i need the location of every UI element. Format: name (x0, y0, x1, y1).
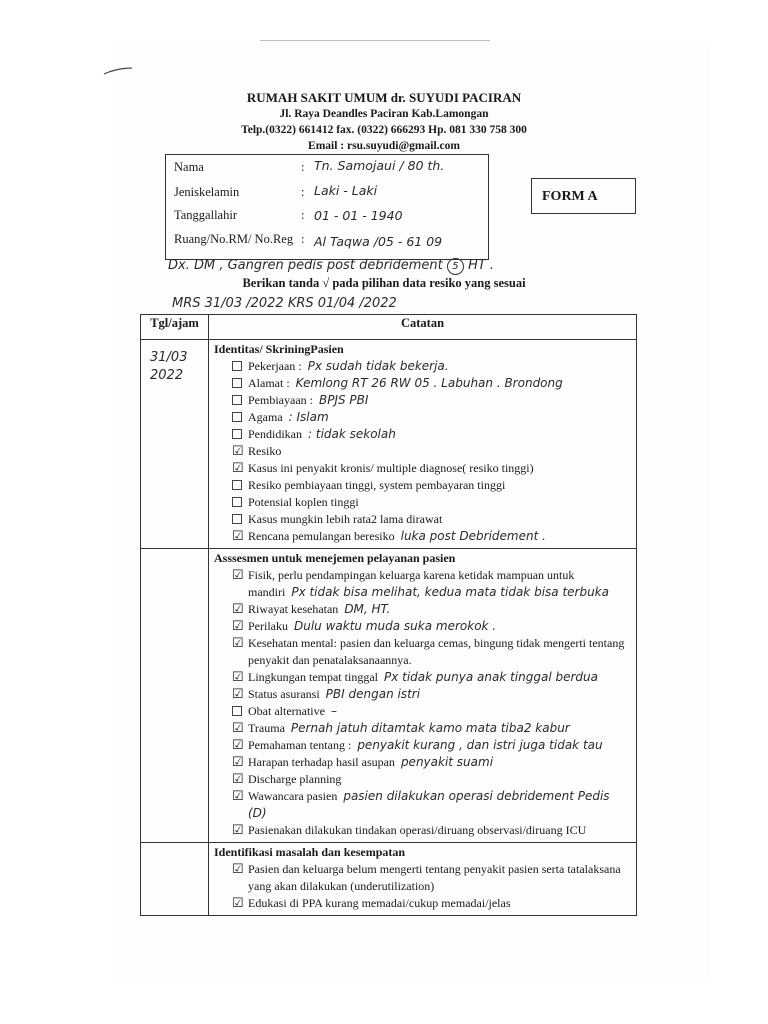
hospital-name: RUMAH SAKIT UMUM dr. SUYUDI PACIRAN (246, 90, 522, 105)
checklist-item (232, 822, 631, 839)
section-title: Identifikasi masalah dan kesempatan (214, 845, 406, 859)
checklist-item-label: Edukasi di PPA kurang memadai/cukup memadai/jelas (248, 896, 511, 910)
checklist-item-label: Discharge planning (248, 772, 342, 786)
checklist-item-label: Kasus mungkin lebih rata2 lama dirawat (248, 512, 443, 526)
checklist-item (232, 788, 631, 822)
table-row (141, 843, 637, 916)
checklist-item (232, 528, 631, 545)
instruction-text: Berikan tanda √ pada pilihan data resiko yang sesuai (242, 276, 526, 290)
checklist-item (232, 754, 631, 771)
checklist-item-label: Alamat : (248, 376, 290, 390)
checked-box-icon[interactable]: ☑ (232, 686, 244, 701)
checked-box-icon[interactable]: ☑ (232, 635, 244, 650)
checked-box-icon[interactable]: ☑ (232, 895, 244, 910)
notes-cell (209, 340, 637, 549)
checklist-item-handwritten-value: Dulu waktu muda suka merokok . (294, 619, 497, 633)
checklist-item (232, 443, 631, 460)
checklist-item (232, 409, 631, 426)
checklist (210, 861, 635, 914)
checked-box-icon[interactable]: ☑ (232, 737, 244, 752)
checklist-item-label: Perilaku (248, 619, 288, 633)
pen-mark (103, 66, 133, 76)
checklist-item-label: Pekerjaan : (248, 359, 302, 373)
checklist-item (232, 686, 631, 703)
colon: : (301, 185, 305, 199)
colon: : (301, 232, 305, 246)
column-header-notes: Catatan (209, 315, 637, 340)
checked-box-icon[interactable]: ☑ (232, 618, 244, 633)
checkbox-icon[interactable] (232, 514, 242, 524)
checklist-item-label: Wawancara pasien (248, 789, 338, 803)
checklist-item-label: Riwayat kesehatan (248, 602, 339, 616)
colon: : (301, 160, 305, 174)
field-label-tanggallahir: Tanggallahir (174, 208, 237, 222)
checklist-item-handwritten-value: BPJS PBI (318, 393, 369, 407)
checked-box-icon[interactable]: ☑ (232, 754, 244, 769)
field-value-nama: Tn. Samojaui / 80 th. (314, 158, 445, 173)
column-header-date: Tgl/ajam (141, 315, 209, 340)
checklist-item (232, 861, 631, 895)
checklist-item (232, 392, 631, 409)
form-label: FORM A (531, 178, 636, 214)
checklist-item (232, 375, 631, 392)
checklist-item (232, 494, 631, 511)
scan-edge-mark (260, 40, 490, 41)
checklist-item (232, 601, 631, 618)
checked-box-icon[interactable]: ☑ (232, 771, 244, 786)
checklist (210, 567, 635, 841)
checklist-item (232, 511, 631, 528)
checkbox-icon[interactable] (232, 378, 242, 388)
checklist-item (232, 737, 631, 754)
checklist-item-label: Trauma (248, 721, 285, 735)
checklist-item (232, 669, 631, 686)
checklist-item (232, 477, 631, 494)
table-row (141, 340, 637, 549)
date-year: 2022 (150, 368, 184, 383)
patient-identity-box (165, 154, 489, 260)
diagnosis-line (168, 258, 494, 275)
checklist-item-label: Pasien dan keluarga belum mengerti tentang penyakit pasien serta tatalaksana yang akan dilakukan (underutilization) (248, 862, 621, 893)
checkbox-icon[interactable] (232, 395, 242, 405)
checklist-item-label: Fisik, perlu pendampingan keluarga karena ketidak mampuan untuk mandiri (248, 568, 575, 599)
hospital-phone: Telp.(0322) 661412 fax. (0322) 666293 Hp. 081 330 758 300 (241, 124, 527, 136)
date-cell (141, 843, 209, 916)
checked-box-icon[interactable]: ☑ (232, 861, 244, 876)
field-value-jeniskelamin: Laki - Laki (314, 183, 378, 198)
section-title: Identitas/ SkriningPasien (214, 342, 344, 356)
checked-box-icon[interactable]: ☑ (232, 720, 244, 735)
checkbox-icon[interactable] (232, 480, 242, 490)
hospital-address: Jl. Raya Deandles Paciran Kab.Lamongan (279, 108, 489, 120)
checklist-item (232, 635, 631, 669)
date-entry (142, 341, 207, 385)
table-row (141, 549, 637, 843)
checklist-item-handwritten-value: Px tidak bisa melihat, kedua mata tidak bisa terbuka (291, 585, 609, 599)
checklist-item-handwritten-value: Pernah jatuh ditamtak kamo mata tiba2 kabur (290, 721, 570, 735)
date-cell (141, 549, 209, 843)
checklist-item-handwritten-value: pasien dilakukan operasi debridement Pedis (D) (248, 789, 610, 820)
checklist-item-label: Obat alternative (248, 704, 325, 718)
checkbox-icon[interactable] (232, 429, 242, 439)
checkbox-icon[interactable] (232, 412, 242, 422)
checklist-item (232, 771, 631, 788)
checklist-item-label: Lingkungan tempat tinggal (248, 670, 378, 684)
diagnosis-suffix: HT . (468, 258, 495, 273)
checklist-item-label: Potensial koplen tinggi (248, 495, 359, 509)
checklist-item (232, 720, 631, 737)
checklist-item-handwritten-value: Px sudah tidak bekerja. (307, 359, 449, 373)
field-label-nama: Nama (174, 160, 204, 174)
field-label-jeniskelamin: Jeniskelamin (174, 185, 240, 199)
checklist-item (232, 895, 631, 912)
checked-box-icon[interactable]: ☑ (232, 460, 244, 475)
table-header-row (141, 315, 637, 340)
checked-box-icon[interactable]: ☑ (232, 443, 244, 458)
letterhead (0, 90, 768, 154)
checklist-item-label: Resiko (248, 444, 282, 458)
field-value-tanggallahir: 01 - 01 - 1940 (314, 208, 403, 223)
checklist-item-label: Harapan terhadap hasil asupan (248, 755, 395, 769)
checklist-item-handwritten-value: : Islam (288, 410, 329, 424)
admission-discharge-dates: MRS 31/03 /2022 KRS 01/04 /2022 (172, 296, 397, 311)
colon: : (301, 208, 305, 222)
checkbox-icon[interactable] (232, 361, 242, 371)
checkbox-icon[interactable] (232, 497, 242, 507)
notes-cell (209, 549, 637, 843)
checklist-item-label: Status asuransi (248, 687, 320, 701)
checklist-item-label: Agama (248, 410, 283, 424)
checked-box-icon[interactable]: ☑ (232, 528, 244, 543)
checklist-item-label: Resiko pembiayaan tinggi, system pembayaran tinggi (248, 478, 506, 492)
checklist-item (232, 703, 631, 720)
notes-table (140, 314, 637, 916)
checked-box-icon[interactable]: ☑ (232, 788, 244, 803)
checklist-item-label: Kasus ini penyakit kronis/ multiple diagnose( resiko tinggi) (248, 461, 534, 475)
field-label-ruang: Ruang/No.RM/ No.Reg (174, 232, 294, 246)
checklist-item-handwritten-value: DM, HT. (344, 602, 391, 616)
checkbox-icon[interactable] (232, 706, 242, 716)
checklist-item-handwritten-value: PBI dengan istri (325, 687, 421, 701)
checklist-item-label: Kesehatan mental: pasien dan keluarga cemas, bingung tidak mengerti tentang penyakit dan penatalaksanaannya. (248, 636, 625, 667)
checklist-item-label: Pemahaman tentang : (248, 738, 352, 752)
checklist (210, 358, 635, 547)
date-day-month: 31/03 (150, 350, 188, 365)
diagnosis-text: Dx. DM , Gangren pedis post debridement (168, 258, 443, 273)
checklist-item-label: Pasienakan dilakukan tindakan operasi/diruang observasi/diruang ICU (248, 823, 587, 837)
checklist-item-handwritten-value: penyakit suami (400, 755, 494, 769)
field-value-ruang: Al Taqwa /05 - 61 09 (314, 234, 443, 249)
checklist-item-handwritten-value: Px tidak punya anak tinggal berdua (383, 670, 598, 684)
checklist-item (232, 567, 631, 601)
checklist-item-handwritten-value: – (330, 704, 337, 718)
checked-box-icon[interactable]: ☑ (232, 822, 244, 837)
checked-box-icon[interactable]: ☑ (232, 567, 244, 582)
checklist-item-handwritten-value: luka post Debridement . (400, 529, 546, 543)
checklist-item (232, 618, 631, 635)
circled-number: 5 (447, 258, 464, 275)
checklist-item-label: Rencana pemulangan beresiko (248, 529, 395, 543)
checked-box-icon[interactable]: ☑ (232, 601, 244, 616)
hospital-email: Email : rsu.suyudi@gmail.com (308, 140, 460, 152)
notes-cell (209, 843, 637, 916)
checklist-item (232, 426, 631, 443)
checklist-item (232, 358, 631, 375)
checked-box-icon[interactable]: ☑ (232, 669, 244, 684)
checklist-item-label: Pembiayaan : (248, 393, 313, 407)
section-title: Asssesmen untuk menejemen pelayanan pasien (214, 551, 456, 565)
date-cell (141, 340, 209, 549)
checklist-item-handwritten-value: penyakit kurang , dan istri juga tidak tau (357, 738, 603, 752)
checklist-item-handwritten-value: : tidak sekolah (308, 427, 396, 441)
checklist-item-label: Pendidikan (248, 427, 302, 441)
checklist-item-handwritten-value: Kemlong RT 26 RW 05 . Labuhan . Brondong (295, 376, 563, 390)
checklist-item (232, 460, 631, 477)
